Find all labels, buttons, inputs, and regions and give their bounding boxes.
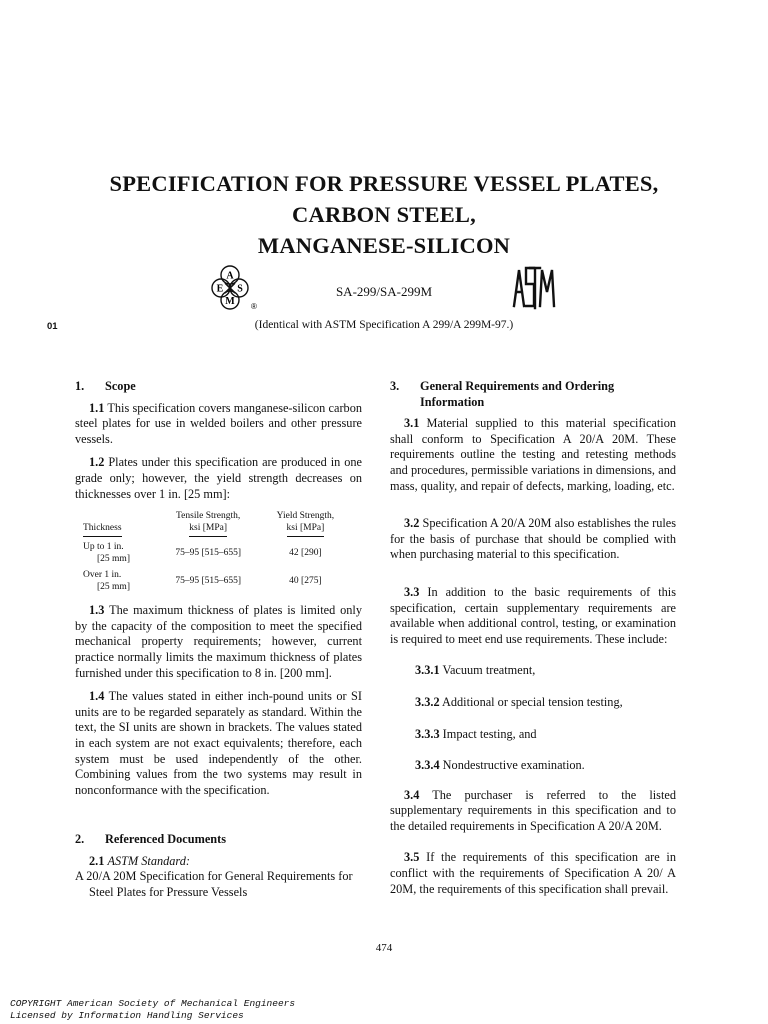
subitem-3-3-4: 3.3.4 Nondestructive examination. [415,758,585,773]
asme-letter-m: M [225,296,235,307]
paragraph-text: Plates under this specification are produced in one grade only; however, the yield strength decreases on thicknesses over 1 in. [25 mm]: [75,455,362,501]
asme-letter-s: S [237,283,243,295]
header-yield: Yield Strength, ksi [MPa] [260,510,351,539]
section-number: 3. [390,379,400,393]
cell-tensile: 75–95 [515–655] [175,548,242,559]
cell-yield: 42 [290] [289,548,322,559]
page-number: 474 [375,942,393,954]
cell-yield: 40 [275] [289,576,322,587]
paragraph-number: 3.1 [404,416,420,431]
paragraph-3-3 [390,585,676,647]
paragraph-1-3 [75,603,362,681]
registered-mark: ® [251,302,257,311]
section-title: Scope [105,379,136,393]
title-line-1: SPECIFICATION FOR PRESSURE VESSEL PLATES, [109,171,659,196]
title-line-3: MANGANESE-SILICON [257,233,511,258]
table-row [81,567,351,595]
left-column [75,379,362,901]
paragraph-text: The maximum thickness of plates is limited only by the capacity of the composition to meet the specified mechanical property requirements; however, current practice normally limits the maximum thickness of plates furnished under this specification to 8 in. [200 mm]. [75,603,362,680]
paragraph-number: 3.4 [404,787,420,802]
paragraph-3-1 [390,416,676,494]
subitem-3-3-2: 3.3.2 Additional or special tension testing, [415,694,623,709]
section-2-heading [75,832,362,848]
right-column [390,379,676,905]
paragraph-text: In addition to the basic requirements of this specification, certain supplementary requirements are available when additional control, testing, or examination is required to meet end use requirements. These include: [390,584,677,646]
paragraph-1-4 [75,689,362,798]
copyright-line-2: Licensed by Information Handling Services [10,1010,244,1021]
astm-logo [510,262,556,312]
paragraph-text: This specification covers manganese-silicon carbon steel plates for use in welded boilers and other pressure vessels. [75,400,362,446]
paragraph-number: 1.3 [89,603,105,618]
paragraph-text: The purchaser is referred to the listed supplementary requirements in this specification and to the detailed requirements in Specification A 20/A 20M. [390,787,676,833]
paragraph-text: Material supplied to this material specification shall conform to Specification A 20/A 20M. These requirements outline the testing and retesting methods and procedures, permissible variations in dimensions, and mass, quality, and repair of defects, marking, loading, etc. [390,416,677,493]
asme-letter-a: A [226,270,234,282]
paragraph-title: ASTM Standard: [107,853,191,868]
revision-mark: 01 [47,321,58,332]
reference-item: A 20/A 20M Specification for General Requirements for Steel Plates for Pressure Vessels [75,869,353,900]
copyright-line-1: COPYRIGHT American Society of Mechanical Engineers [10,998,296,1009]
header-tensile: Tensile Strength, ksi [MPa] [157,510,260,539]
subitem-3-3-1: 3.3.1 Vacuum treatment, [415,663,536,678]
identical-note: (Identical with ASTM Specification A 299/A 299M-97.) [254,319,514,331]
paragraph-number: 1.1 [89,400,105,415]
header-thickness: Thickness [81,510,157,539]
paragraph-number: 3.2 [404,516,420,531]
subitem-3-3-3: 3.3.3 Impact testing, and [415,726,537,741]
copyright-footer [10,998,295,1022]
paragraph-number: 3.5 [404,850,420,865]
section-3-heading [390,379,676,410]
cell-thickness: Over 1 in. [25 mm] [83,570,130,593]
paragraph-number: 3.3 [404,584,420,599]
paragraph-number: 1.4 [89,689,105,704]
paragraph-3-5 [390,850,676,897]
paragraph-number: 2.1 [89,853,105,868]
section-number: 1. [75,379,85,393]
title-line-2: CARBON STEEL, [292,202,476,227]
cell-thickness: Up to 1 in. [25 mm] [83,542,130,565]
document-title [0,168,768,261]
paragraph-3-2 [390,516,676,563]
paragraph-2-1 [75,854,362,870]
section-number: 2. [75,832,85,847]
section-1-heading [75,379,362,395]
designation: SA-299/SA-299M [335,284,433,299]
paragraph-text: Specification A 20/A 20M also establishes the rules for the basis of purchase that should be complied with when purchasing material to this specification. [390,516,677,562]
strength-table [81,510,351,595]
section-title: General Requirements and Ordering Information [420,379,615,409]
paragraph-1-2 [75,455,362,502]
paragraph-1-1 [75,401,362,448]
paragraph-3-4 [390,788,676,835]
asme-letter-e: E [216,283,224,295]
paragraph-text: The values stated in either inch-pound units or SI units are to be regarded separately as standard. Within the text, the SI units are shown in brackets. The values stated in each system are not exact equivalents; therefore, each system must be used independently of the other. Combining values from the two systems may result in nonconformance with the specification. [75,689,362,797]
section-title: Referenced Documents [105,832,226,847]
cell-tensile: 75–95 [515–655] [175,576,242,587]
paragraph-text: If the requirements of this specification are in conflict with the requirements of Specification A 20/ A 20M, the requirements of this specification shall prevail. [390,850,676,896]
paragraph-number: 1.2 [89,455,105,470]
table-row [81,539,351,567]
